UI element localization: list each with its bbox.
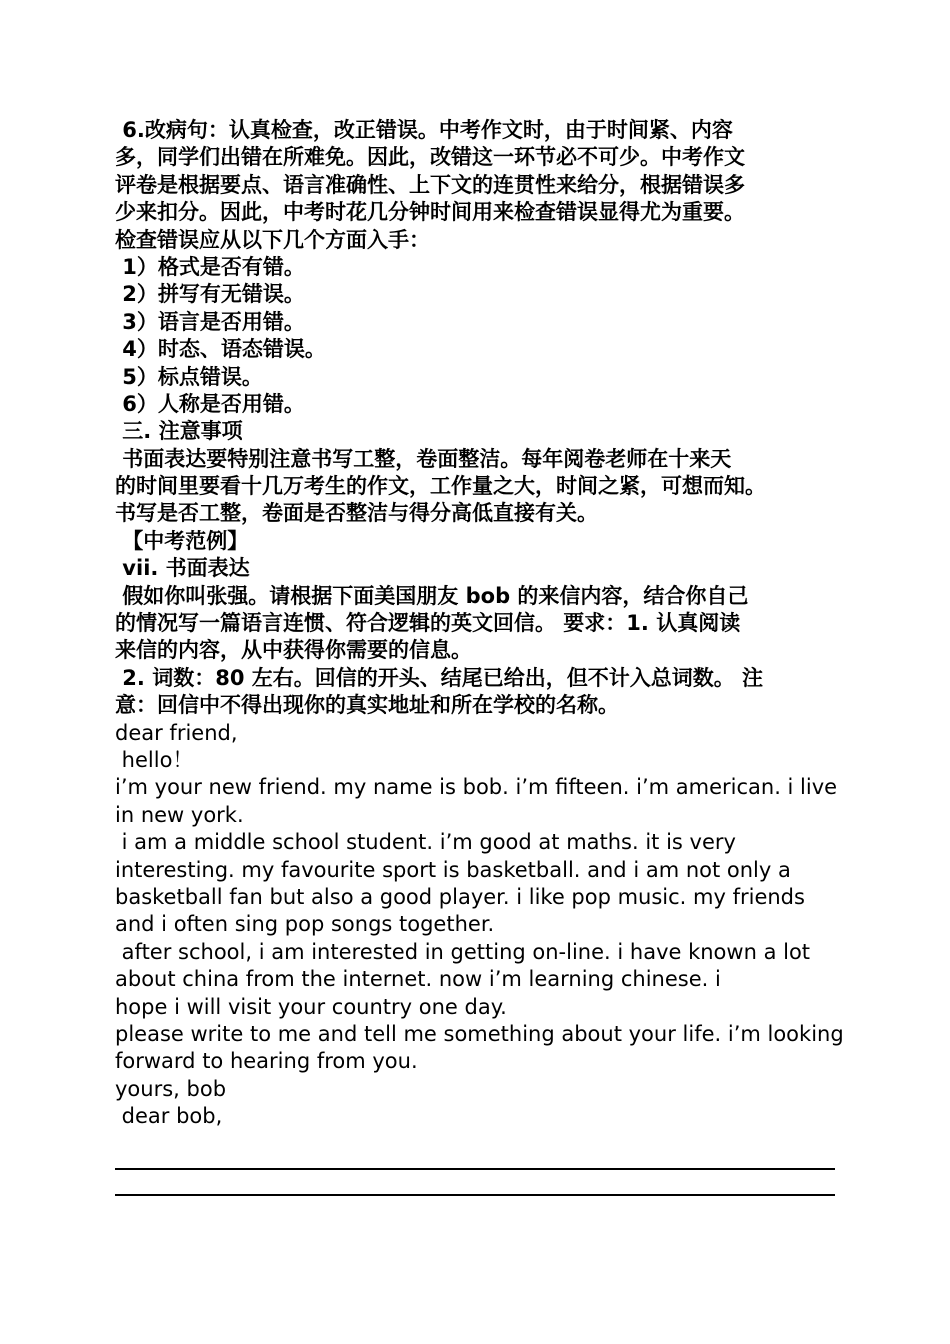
text-line: forward to hearing from you. <box>115 1049 418 1074</box>
text-line: interesting. my favourite sport is basketball. and i am not only a <box>115 857 791 882</box>
text-line: 少来扣分。因此，中考时花几分钟时间用来检查错误显得尤为重要。 <box>115 200 745 225</box>
text-line: 假如你叫张强。请根据下面美国朋友 bob 的来信内容，结合你自己 <box>115 583 749 608</box>
text-line: vii. 书面表达 <box>115 556 250 581</box>
text-line: 2. 词数：80 左右。回信的开头、结尾已给出，但不计入总词数。 注 <box>115 665 764 690</box>
text-line: 5）标点错误。 <box>115 364 263 389</box>
text-line: 6）人称是否用错。 <box>115 391 305 416</box>
text-line: 4）时态、语态错误。 <box>115 337 326 362</box>
text-line: about china from the internet. now i’m learning chinese. i <box>115 967 721 992</box>
text-line: dear bob, <box>115 1104 223 1129</box>
text-line: 【中考范例】 <box>115 528 249 553</box>
text-line: dear friend, <box>115 720 238 745</box>
document-text <box>115 117 844 1130</box>
text-line: 评卷是根据要点、语言准确性、上下文的连贯性来给分，根据错误多 <box>115 172 745 197</box>
text-line: 1）格式是否有错。 <box>115 254 305 279</box>
text-line: hello！ <box>115 747 194 772</box>
text-line: in new york. <box>115 802 244 827</box>
text-line: 意：回信中不得出现你的真实地址和所在学校的名称。 <box>115 693 619 718</box>
text-line: 三. 注意事项 <box>115 419 243 444</box>
text-line: 的情况写一篇语言连惯、符合逻辑的英文回信。 要求：1. 认真阅读 <box>115 611 741 636</box>
text-line: 6.改病句：认真检查，改正错误。中考作文时，由于时间紧、内容 <box>115 118 733 142</box>
text-line: 来信的内容，从中获得你需要的信息。 <box>115 638 472 663</box>
text-line: i am a middle school student. i’m good at maths. it is very <box>115 830 736 855</box>
answer-line <box>115 1194 835 1196</box>
text-line: after school, i am interested in getting on-line. i have known a lot <box>115 939 811 964</box>
text-line: 书写是否工整，卷面是否整洁与得分高低直接有关。 <box>115 501 598 526</box>
answer-line <box>115 1168 835 1170</box>
document-page <box>115 117 844 1196</box>
text-line: hope i will visit your country one day. <box>115 994 507 1019</box>
text-line: yours, bob <box>115 1076 227 1101</box>
text-line: 检查错误应从以下几个方面入手： <box>115 227 430 252</box>
text-line: and i often sing pop songs together. <box>115 912 495 937</box>
text-line: please write to me and tell me something about your life. i’m looking <box>115 1021 844 1046</box>
text-line: 3）语言是否用错。 <box>115 309 305 334</box>
text-line: basketball fan but also a good player. i like pop music. my friends <box>115 884 805 909</box>
text-line: i’m your new friend. my name is bob. i’m fifteen. i’m american. i live <box>115 775 838 800</box>
text-line: 2）拼写有无错误。 <box>115 282 305 307</box>
text-line: 书面表达要特别注意书写工整，卷面整洁。每年阅卷老师在十来天 <box>115 446 732 471</box>
text-line: 的时间里要看十几万考生的作文，工作量之大，时间之紧，可想而知。 <box>115 474 766 499</box>
text-line: 多，同学们出错在所难免。因此，改错这一环节必不可少。中考作文 <box>115 145 745 170</box>
